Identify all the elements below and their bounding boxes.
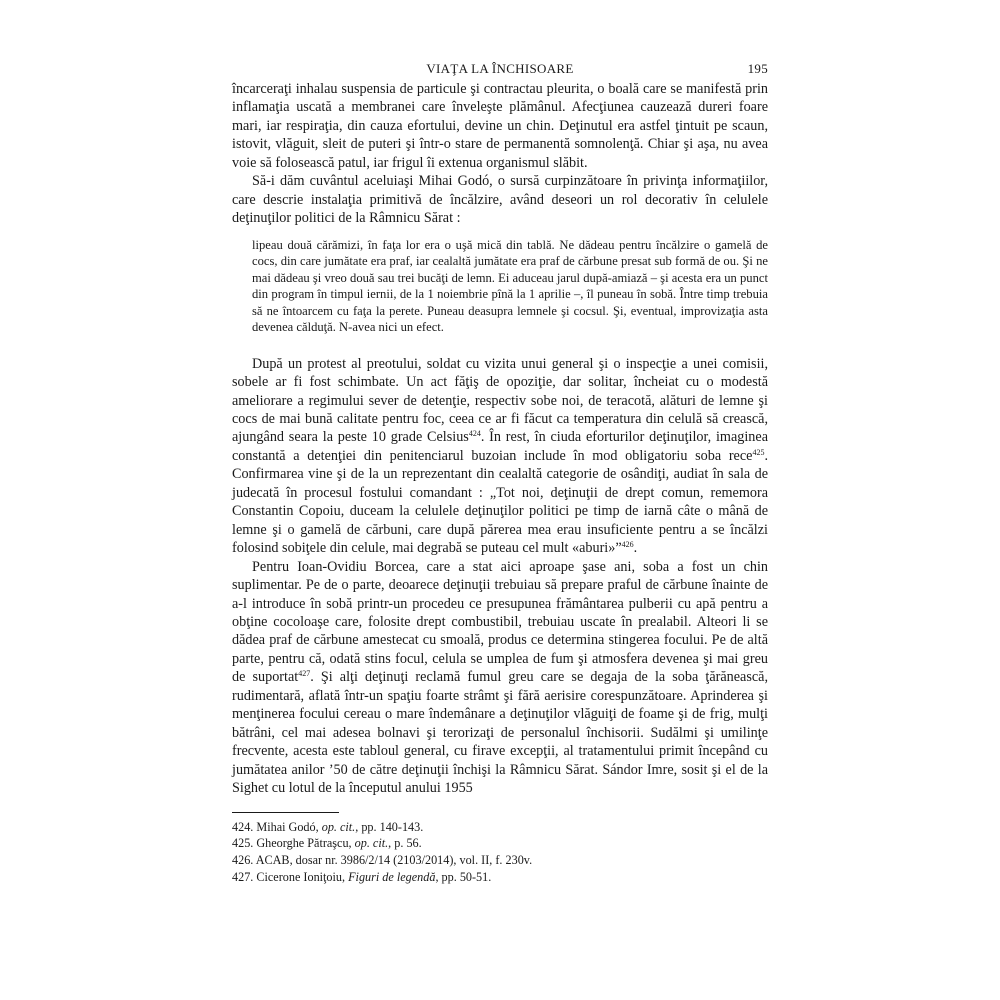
footnote-ref-424[interactable]: 424 (468, 429, 481, 439)
paragraph-text: . În rest, în ciuda eforturilor deţinuţilor, imaginea constantă a detenţiei din penitenciarul buzoian include în mod obligatoriu soba rece (232, 429, 768, 464)
footnote-text: 424. Mihai Godó, (232, 819, 322, 834)
block-quote: lipeau două cărămizi, în faţa lor era o uşă mică din tablă. Ne dădeau pentru încălzire o gamelă de cocs, din care jumătate era praf, iar cealaltă jumătate era praf de cărbune presat sub formă de ou. Şi ne mai dădeau şi vreo două sau trei bucăţi de lemn. Ei aduceau jarul după-amiază – şi acesta era un punct din program în timpul iernii, de la 1 noiembrie pînă la 1 aprilie –, îl puneau în sobă. Între timp trebuia să ne întoarcem cu faţa la perete. Puneau deasupra lemnele şi cocsul. Şi, eventual, improvizaţia asta devenea călduţă. N-avea nici un efect. (252, 237, 768, 335)
page-number: 195 (747, 61, 768, 76)
paragraph-intro-quote (232, 172, 768, 227)
footnote-ref-427[interactable]: 427 (298, 669, 311, 679)
body-text (232, 80, 768, 798)
footnote-text: , p. 56. (388, 836, 422, 851)
footnote-divider (232, 812, 339, 813)
paragraph-text: După un protest al preotului, soldat cu vizita unui general şi o inspecţie a unei comisii, sobele ar fi fost schimbate. Un act făţiş de opoziţie, dar solitar, încheiat cu o modestă ameliorare a regimului sever de detenţie, respectiv sobe noi, de teracotă, alături de lemne şi cocs de mai bună calitate pentru foc, ceea ce ar fi făcut ca temperatura din celulă să crească, ajungând seara la peste 10 grade Celsius (232, 355, 768, 446)
footnote-426 (232, 852, 768, 869)
footnote-text: 427. Cicerone Ioniţoiu, (232, 869, 349, 884)
paragraph-text: Pentru Ioan-Ovidiu Borcea, care a stat aici aproape şase ani, soba a fost un chin suplimentar. Pe de o parte, deoarece deţinuţii trebuiau să prepare praful de cărbune înainte de a-l introduce în sobă printr-un procedeu ce presupunea frământarea pulberii cu apă pentru a obţine cocoloaşe care, folosite drept combustibil, trebuiau uscate în prealabil. Alteori li se dădea praf de cărbune amestecat cu smoală, produs ce determina stingerea focului. Pe de altă parte, pentru că, odată stins focul, celula se umplea de fum şi atmosfera devenea şi mai greu de suportat (232, 558, 768, 686)
footnote-italic: Figuri de legendă (348, 869, 436, 884)
footnote-italic: op. cit. (321, 819, 356, 834)
footnote-text: 426. ACAB, dosar nr. 3986/2/14 (2103/2014), vol. II, f. 230v. (232, 853, 533, 868)
paragraph-text: . Confirmarea vine şi de la un reprezentant din cealaltă categorie de osândiţi, audiat în sala de judecată în procesul fostului comandant : „Tot noi, deţinuţii de drept comun, rememora Constantin Copoiu, duceam la celulele deţinuţilor politici pe timp de iarnă câte o mână de lemne şi o gamelă de cărbuni, care după părerea mea erau insuficiente pentru a se încălzi folosind sobiţele din celule, mai degrabă se puteau cel mult «aburi»” (232, 447, 768, 557)
footnote-text: , pp. 50-51. (435, 869, 492, 884)
footnote-ref-426[interactable]: 426 (621, 540, 634, 550)
paragraph-borcea (232, 558, 768, 798)
paragraph-stoves (232, 355, 768, 558)
running-head (232, 58, 768, 80)
paragraph-text: . (633, 540, 638, 557)
footnote-425 (232, 835, 768, 852)
footnote-text: 425. Gheorghe Pătraşcu, (232, 836, 355, 851)
paragraph-text: Să-i dăm cuvântul aceluiaşi Mihai Godó, o sursă curpinzătoare în privinţa informaţiilor, care descrie instalaţia primitivă de încălzire, având deseori un rol decorativ în celulele deţinuţilor politici de la Râmnicu Sărat : (232, 173, 768, 227)
footnotes (232, 819, 768, 886)
footnote-italic: op. cit. (354, 836, 389, 851)
paragraph-text: încarceraţi inhalau suspensia de particule şi contractau pleurita, o boală care se manifestă prin inflamaţia uscată a membranei care înveleşte plămânul. Afecţiunea cauzează dureri foare mari, iar respiraţia, din cauza efortului, devine un chin. Deţinutul era astfel ţintuit pe scaun, istovit, vlăguit, sleit de puteri şi într-o stare de permanentă somnolenţă. Chiar şi aşa, nu avea voie să folosească patul, iar frigul îi extenua organismul slăbit. (232, 81, 768, 171)
paragraph-text: . Şi alţi deţinuţi reclamă fumul greu care se degaja de la soba ţărănească, rudimentară, aflată într-un spaţiu foarte strâmt şi fără aerisire corespunzătoare. Aprinderea şi menţinerea focului cereau o mare îndemânare a deţinuţilor vlăguiţi de foame şi de frig, mulţi bătrâni, cel mai adesea bolnavi şi terorizaţi de personalul închisorii. Sudălmi şi umilinţe frecvente, acesta este tabloul general, cu firave excepţii, al tratamentului primit începând cu jumătatea anilor ’50 de către deţinuţii închişi la Râmnicu Sărat. Sándor Imre, sosit şi el de la Sighet cu lotul de la începutul anului 1955 (232, 669, 768, 797)
paragraph-continued (232, 80, 768, 172)
footnote-427 (232, 869, 768, 886)
running-title: VIAŢA LA ÎNCHISOARE (426, 61, 574, 76)
book-page (232, 58, 768, 886)
footnote-424 (232, 819, 768, 836)
footnote-text: , pp. 140-143. (355, 819, 424, 834)
footnote-ref-425[interactable]: 425 (752, 447, 765, 457)
